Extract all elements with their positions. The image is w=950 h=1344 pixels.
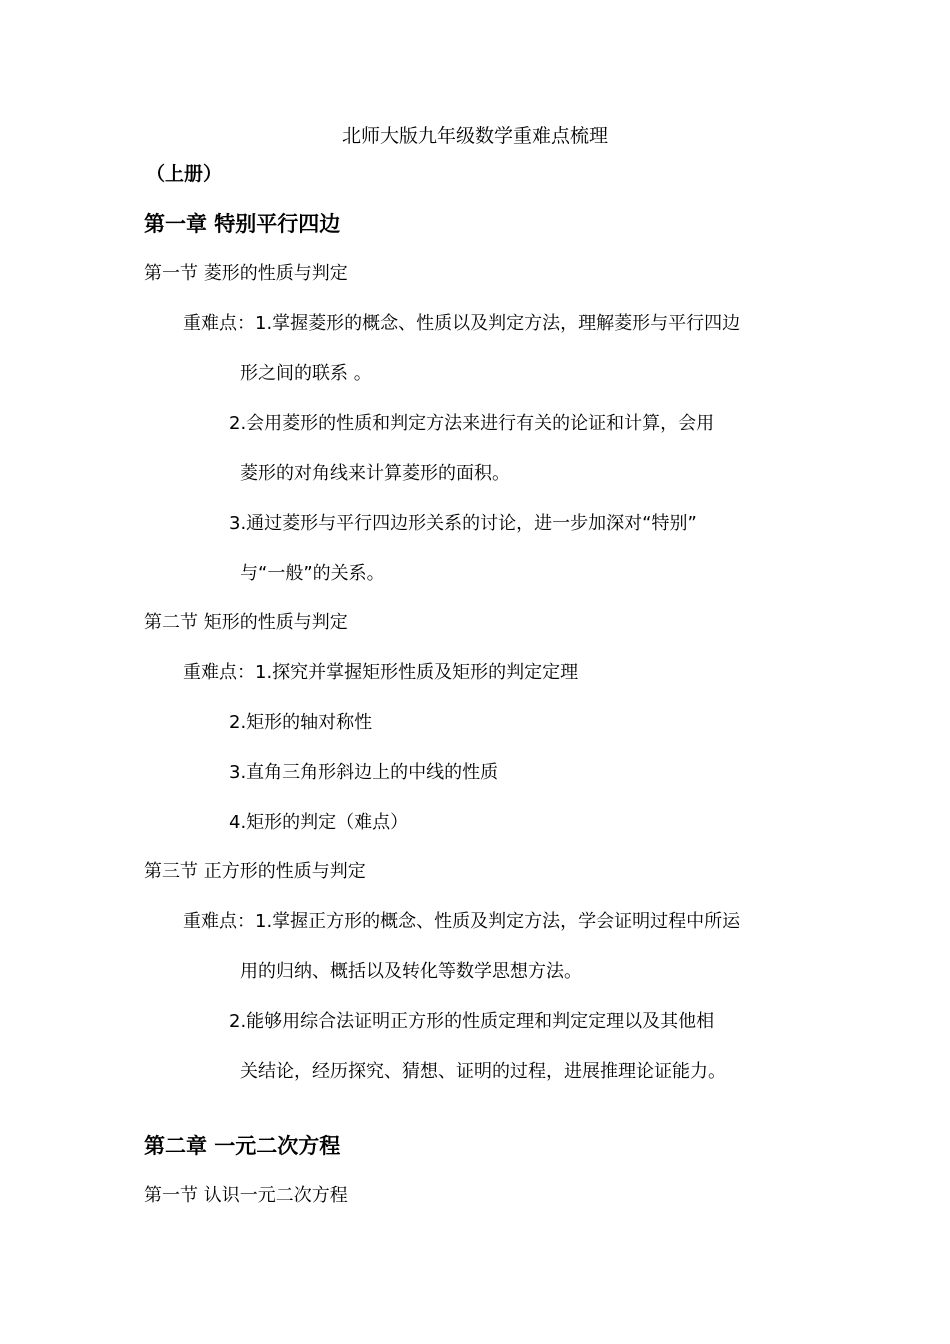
chapter-2-heading: 第二章 一元二次方程 [144, 1134, 341, 1158]
section-3-key-point-2: 2.能够用综合法证明正方形的性质定理和判定定理以及其他相 [229, 1011, 715, 1032]
section-2-key-point-3: 3.直角三角形斜边上的中线的性质 [229, 762, 499, 783]
section-2-key-point-2: 2.矩形的轴对称性 [229, 712, 373, 733]
chapter-1-section-3-title: 第三节 正方形的性质与判定 [144, 861, 366, 882]
section-1-key-point-1-cont: 形之间的联系 。 [240, 363, 372, 384]
section-1-key-point-3: 3.通过菱形与平行四边形关系的讨论，进一步加深对“特别” [229, 513, 697, 534]
section-1-key-point-3-cont: 与“一般”的关系。 [240, 563, 385, 584]
section-1-key-point-2-cont: 菱形的对角线来计算菱形的面积。 [240, 463, 510, 484]
section-1-key-point-2: 2.会用菱形的性质和判定方法来进行有关的论证和计算，会用 [229, 413, 715, 434]
section-2-key-point-4: 4.矩形的判定（难点） [229, 812, 409, 833]
chapter-1-section-2-title: 第二节 矩形的性质与判定 [144, 612, 348, 633]
volume-label: （上册） [146, 163, 223, 185]
chapter-1-heading: 第一章 特别平行四边 [144, 212, 341, 236]
section-3-key-point-1-cont: 用的归纳、概括以及转化等数学思想方法。 [240, 961, 582, 982]
chapter-2-section-1-title: 第一节 认识一元二次方程 [144, 1185, 348, 1206]
section-3-key-point-1: 重难点：1.掌握正方形的概念、性质及判定方法，学会证明过程中所运 [183, 911, 741, 932]
section-2-key-point-1: 重难点：1.探究并掌握矩形性质及矩形的判定定理 [183, 662, 579, 683]
section-1-key-point-1: 重难点：1.掌握菱形的概念、性质以及判定方法，理解菱形与平行四边 [183, 313, 741, 334]
document-title: 北师大版九年级数学重难点梳理 [341, 125, 608, 147]
section-3-key-point-2-cont: 关结论，经历探究、猜想、证明的过程，进展推理论证能力。 [240, 1061, 726, 1082]
chapter-1-section-1-title: 第一节 菱形的性质与判定 [144, 263, 348, 284]
